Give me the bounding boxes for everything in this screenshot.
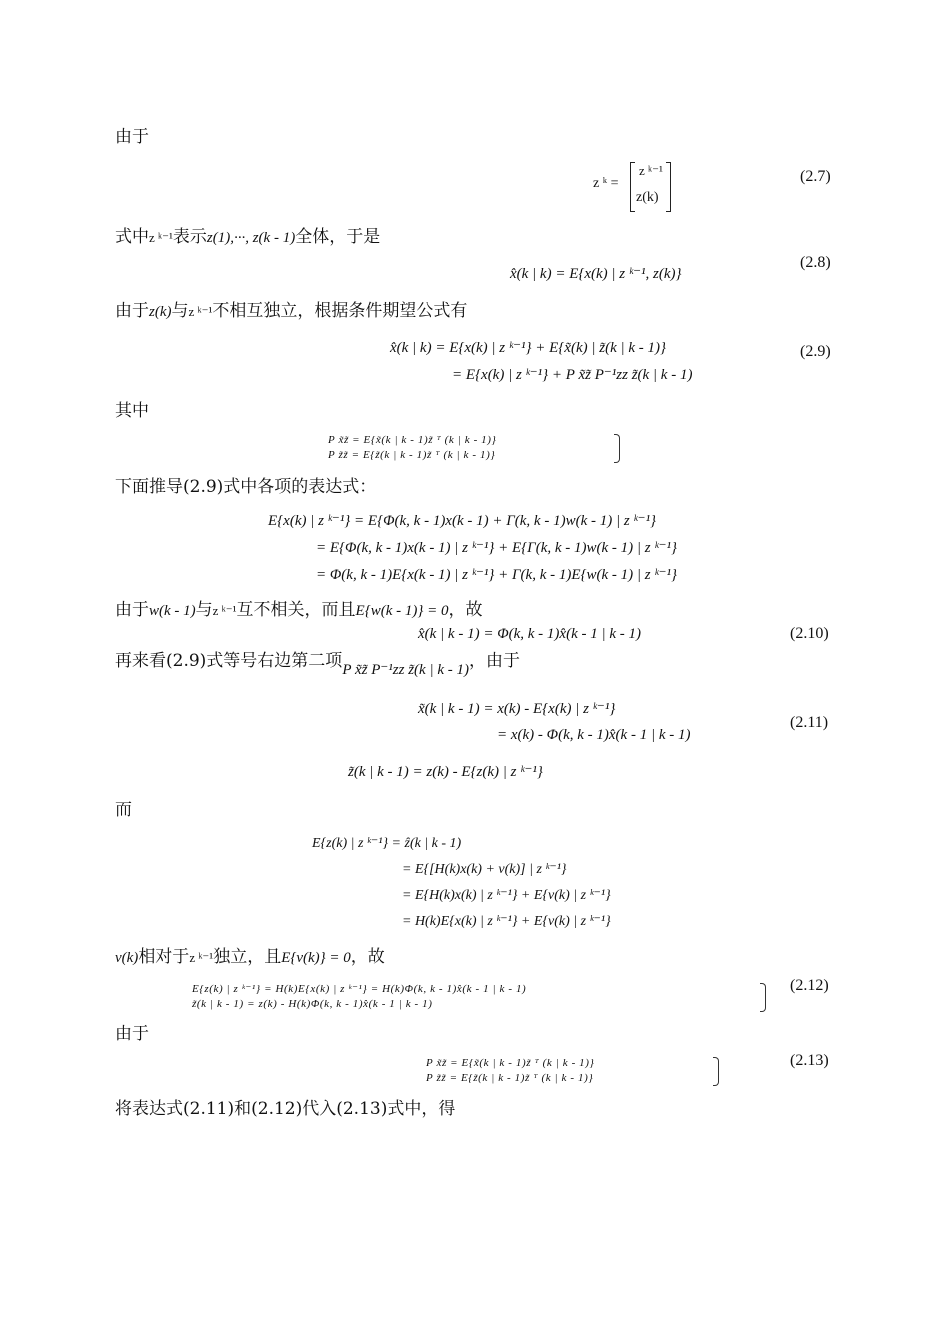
text-segment: 表示 bbox=[172, 227, 207, 247]
equation-number-2-13: (2.13) bbox=[790, 1052, 829, 1069]
equation-number-2-10: (2.10) bbox=[790, 625, 829, 642]
equation-expectation-line-3: = Φ(k, k - 1)E{x(k - 1) | z ᵏ⁻¹} + Γ(k, k - 1)E{w(k - 1) | z ᵏ⁻¹} bbox=[316, 567, 678, 583]
inline-math-z-k: z(k) bbox=[149, 304, 172, 320]
paragraph-second-term bbox=[115, 650, 520, 678]
paragraph-not-independent bbox=[115, 300, 467, 323]
equation-ez-line-3: = E{H(k)x(k) | z ᵏ⁻¹} + E{v(k) | z ᵏ⁻¹} bbox=[402, 888, 611, 903]
text-segment: 式中 bbox=[115, 227, 149, 247]
inline-math-z-k-1: z ᵏ⁻¹ bbox=[189, 950, 214, 965]
equation-2-7 bbox=[593, 160, 683, 212]
equation-number-2-9: (2.9) bbox=[800, 343, 831, 360]
equation-ez-line-1: E{z(k) | z ᵏ⁻¹} = ẑ(k | k - 1) bbox=[312, 836, 462, 851]
brace-right bbox=[614, 434, 620, 463]
inline-math-v: v(k) bbox=[115, 950, 139, 966]
text-segment: 全体，于是 bbox=[295, 227, 381, 247]
paragraph-among: 其中 bbox=[115, 401, 149, 421]
equation-ez-line-2: = E{[H(k)x(k) + v(k)] | z ᵏ⁻¹} bbox=[402, 862, 567, 877]
paragraph-derivation: 下面推导(2.9)式中各项的表达式： bbox=[115, 477, 377, 497]
matrix-left-bracket bbox=[630, 162, 635, 212]
equation-number-2-11: (2.11) bbox=[790, 714, 829, 731]
text-segment: 独立，且 bbox=[213, 947, 282, 967]
equation-2-13-line-2: P z̃z̃ = E{z̃(k | k - 1)z̃ ᵀ (k | k - 1)} bbox=[426, 1072, 594, 1084]
eq27-lhs: z ᵏ = bbox=[593, 176, 619, 191]
paragraph-since: 由于 bbox=[115, 127, 149, 147]
paragraph-v-independent bbox=[115, 946, 385, 969]
text-segment: 由于 bbox=[115, 301, 149, 321]
matrix-right-bracket bbox=[666, 162, 671, 212]
inline-math-ev-zero: E{v(k)} = 0 bbox=[281, 950, 351, 966]
eq27-top: z ᵏ⁻¹ bbox=[639, 163, 663, 178]
inline-math-ew-zero: E{w(k - 1)} = 0 bbox=[355, 603, 449, 619]
text-segment: ，故 bbox=[448, 600, 483, 620]
text-segment: 互不相关，而且 bbox=[236, 600, 356, 620]
text-segment: 由于 bbox=[115, 600, 149, 620]
inline-math-z-k-1: z ᵏ⁻¹ bbox=[149, 230, 173, 245]
brace-right bbox=[713, 1057, 719, 1086]
equation-2-12-line-1: E{z(k) | z ᵏ⁻¹} = H(k)E{x(k) | z ᵏ⁻¹} = H(k)Φ(k, k - 1)x̂(k - 1 | k - 1) bbox=[192, 983, 527, 995]
equation-2-8: x̂(k | k) = E{x(k) | z ᵏ⁻¹, z(k)} bbox=[510, 266, 682, 282]
text-segment: 与 bbox=[195, 600, 213, 620]
text-segment: 不相互独立，根据条件期望公式有 bbox=[212, 301, 468, 321]
equation-2-12-line-2: z̃(k | k - 1) = z(k) - H(k)Φ(k, k - 1)x̂(k - 1 | k - 1) bbox=[192, 998, 433, 1010]
inline-math-p-term: P x̃z̃ P⁻¹zz z̃(k | k - 1) bbox=[342, 662, 469, 678]
text-segment: ，由于 bbox=[468, 651, 520, 671]
equation-z-tilde: z̃(k | k - 1) = z(k) - E{z(k) | z ᵏ⁻¹} bbox=[348, 764, 543, 780]
text-segment: 再来看(2.9)式等号右边第二项 bbox=[115, 651, 343, 671]
equation-expectation-line-2: = E{Φ(k, k - 1)x(k - 1) | z ᵏ⁻¹} + E{Γ(k, k - 1)w(k - 1) | z ᵏ⁻¹} bbox=[316, 540, 678, 556]
inline-math-z-k-1: z ᵏ⁻¹ bbox=[212, 603, 237, 618]
paragraph-uncorrelated bbox=[115, 599, 482, 622]
inline-math-w: w(k - 1) bbox=[149, 603, 196, 619]
paragraph-and: 而 bbox=[115, 800, 132, 820]
brace-right bbox=[760, 983, 766, 1012]
equation-number-2-8: (2.8) bbox=[800, 254, 831, 271]
equation-ez-line-4: = H(k)E{x(k) | z ᵏ⁻¹} + E{v(k) | z ᵏ⁻¹} bbox=[402, 914, 611, 929]
equation-expectation-line-1: E{x(k) | z ᵏ⁻¹} = E{Φ(k, k - 1)x(k - 1) + Γ(k, k - 1)w(k - 1) | z ᵏ⁻¹} bbox=[268, 513, 657, 529]
equation-2-9-line-1: x̂(k | k) = E{x(k) | z ᵏ⁻¹} + E{x̃(k) | z̃(k | k - 1)} bbox=[390, 340, 666, 356]
paragraph-where bbox=[115, 226, 380, 249]
text-segment: 与 bbox=[171, 301, 189, 321]
eq27-bottom: z(k) bbox=[636, 190, 659, 205]
inline-math-z-range: z(1),···, z(k - 1) bbox=[206, 230, 296, 246]
paragraph-since-2: 由于 bbox=[115, 1024, 149, 1044]
equation-p-xz: P x̃z̃ = E{x̃(k | k - 1)z̃ ᵀ (k | k - 1)} bbox=[328, 434, 497, 446]
equation-2-11-line-2: = x(k) - Φ(k, k - 1)x̂(k - 1 | k - 1) bbox=[497, 727, 691, 743]
equation-number-2-12: (2.12) bbox=[790, 977, 829, 994]
paragraph-substitute: 将表达式(2.11)和(2.12)代入(2.13)式中，得 bbox=[115, 1099, 456, 1119]
equation-2-9-line-2: = E{x(k) | z ᵏ⁻¹} + P x̃z̃ P⁻¹zz z̃(k | k - 1) bbox=[452, 367, 693, 383]
equation-2-10: x̂(k | k - 1) = Φ(k, k - 1)x̂(k - 1 | k - 1) bbox=[418, 626, 642, 642]
equation-number-2-7: (2.7) bbox=[800, 168, 831, 185]
equation-2-11-line-1: x̃(k | k - 1) = x(k) - E{x(k) | z ᵏ⁻¹} bbox=[418, 701, 616, 717]
equation-p-zz: P z̃z̃ = E{z̃(k | k - 1)z̃ ᵀ (k | k - 1)} bbox=[328, 449, 496, 461]
equation-2-13-line-1: P x̃z̃ = E{x̃(k | k - 1)z̃ ᵀ (k | k - 1)} bbox=[426, 1057, 595, 1069]
text-segment: ，故 bbox=[350, 947, 385, 967]
text-segment: 相对于 bbox=[138, 947, 190, 967]
inline-math-z-k-1: z ᵏ⁻¹ bbox=[188, 304, 213, 319]
